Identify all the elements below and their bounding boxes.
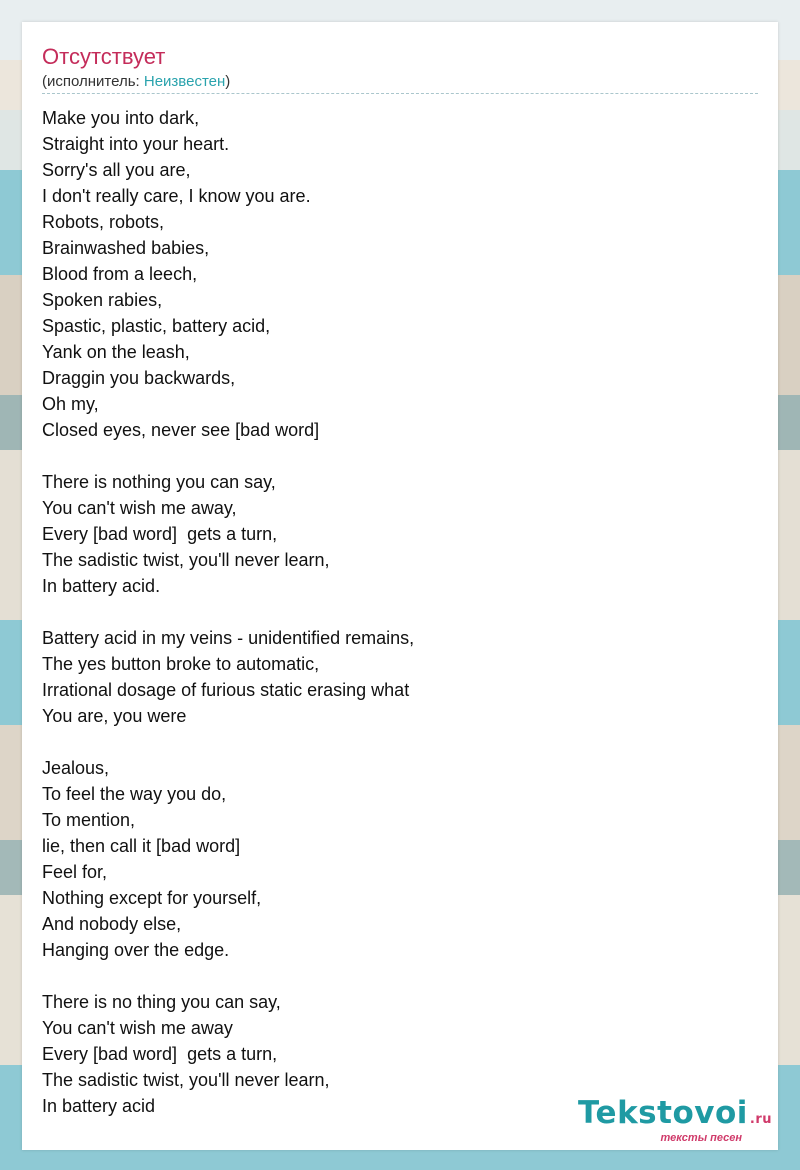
logo-tld: .ru xyxy=(749,1112,772,1127)
lyrics-card xyxy=(22,22,778,1150)
artist-suffix: ) xyxy=(225,73,231,90)
logo-wordmark xyxy=(578,1097,772,1136)
divider xyxy=(42,93,758,94)
logo-tagline: тексты песен xyxy=(660,1132,742,1144)
song-title: Отсутствует xyxy=(42,44,166,69)
lyrics-text: Make you into dark, Straight into your heart. Sorry's all you are, I don't really care, I know you are. Robots, robots, Brainwashed babies, Blood from a leech, Spoken rabies, Spastic, plastic, battery acid, Yank on the leash, Draggin you backwards, Oh my, Closed eyes, never see [bad word] There is nothing you can say, You can't wish me away, Every [bad word] gets a turn, The sadistic twist, you'll never learn, In battery acid. Battery acid in my veins - unidentified remains, The yes button broke to automatic, Irrational dosage of furious static erasing what You are, you were Jealous, To feel the way you do, To mention, lie, then call it [bad word] Feel for, Nothing except for yourself, And nobody else, Hanging over the edge. There is no thing you can say, You can't wish me away Every [bad word] gets a turn, The sadistic twist, you'll never learn, In battery acid xyxy=(42,108,415,1116)
artist-prefix: (исполнитель: xyxy=(42,73,144,90)
logo-name: Tekstovoi xyxy=(578,1095,748,1131)
site-logo[interactable] xyxy=(578,1097,772,1144)
artist-link[interactable]: Неизвестен xyxy=(143,73,226,90)
artist-line xyxy=(42,73,230,91)
